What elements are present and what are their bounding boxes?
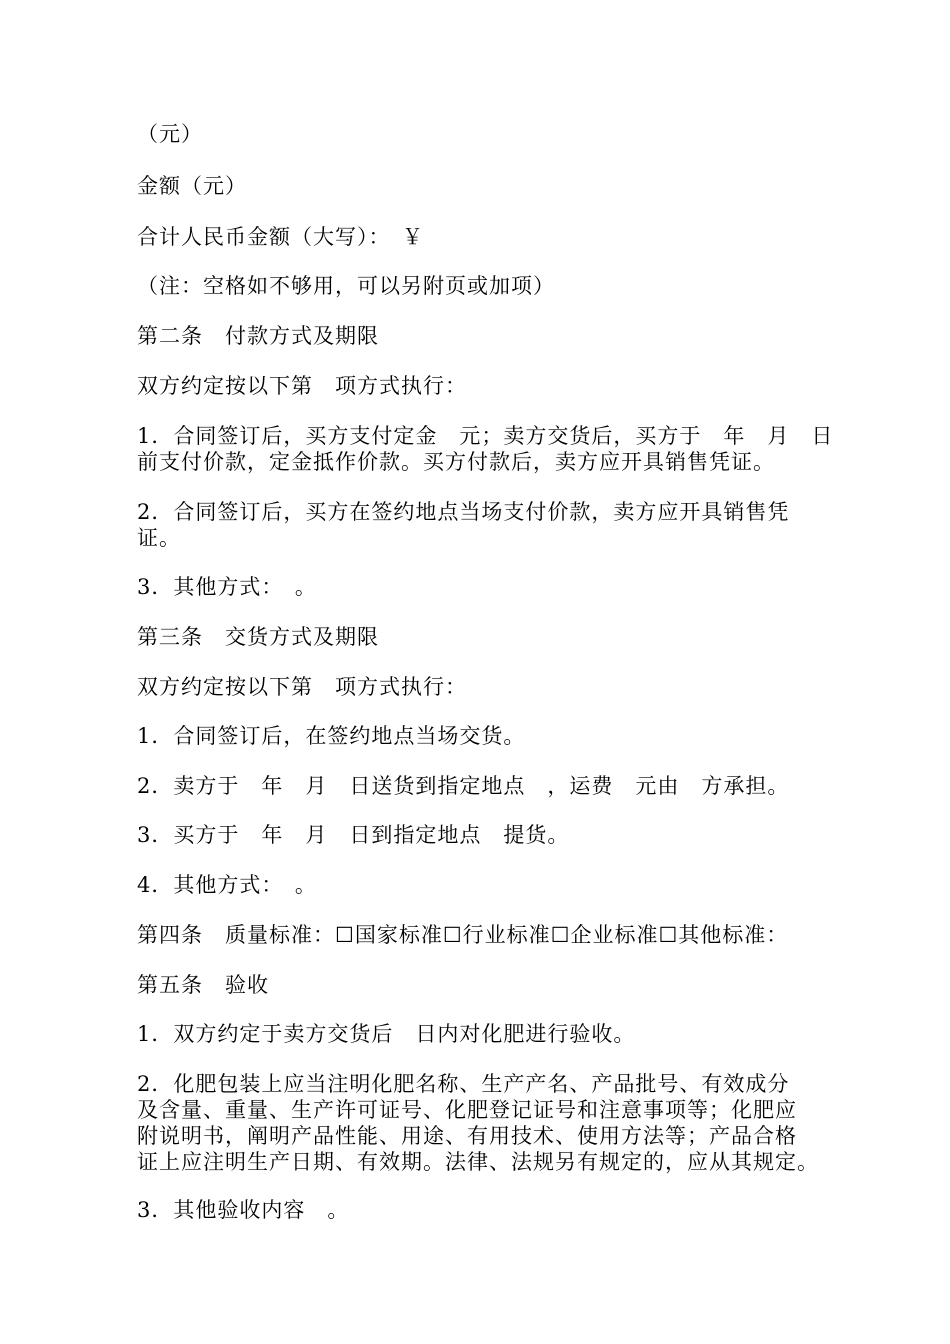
amount-label: 金额（元）	[137, 174, 247, 198]
article-2-heading: 第二条 付款方式及期限	[137, 324, 379, 348]
note-line: （注：空格如不够用，可以另附页或加项）	[137, 274, 555, 298]
article-2-item-2: 2．合同签订后，买方在签约地点当场支付价款，卖方应开具销售凭	[137, 500, 790, 524]
article-4-quality-standard: 第四条 质量标准：☐国家标准☐行业标准☐企业标准☐其他标准：	[137, 923, 789, 947]
article-5-item-2-cont-2: 附说明书，阐明产品性能、用途、有用技术、使用方法等；产品合格	[137, 1124, 797, 1148]
article-2-item-3: 3．其他方式： 。	[137, 575, 317, 599]
article-5-item-3: 3．其他验收内容 。	[137, 1198, 350, 1222]
unit-yuan-label: （元）	[137, 122, 203, 146]
article-2-item-1: 1．合同签订后，买方支付定金 元；卖方交货后，买方于 年 月 日	[137, 424, 834, 448]
article-3-item-4: 4．其他方式： 。	[137, 873, 317, 897]
article-3-intro: 双方约定按以下第 项方式执行：	[137, 675, 467, 699]
article-5-heading: 第五条 验收	[137, 973, 269, 997]
article-2-item-2-cont: 证。	[137, 526, 181, 550]
article-5-item-2: 2．化肥包装上应当注明化肥名称、生产产名、产品批号、有效成分	[137, 1072, 790, 1096]
article-3-item-1: 1．合同签订后，在签约地点当场交货。	[137, 724, 526, 748]
article-5-item-1: 1．双方约定于卖方交货后 日内对化肥进行验收。	[137, 1022, 636, 1046]
article-5-item-2-cont-1: 及含量、重量、生产许可证号、化肥登记证号和注意事项等；化肥应	[137, 1098, 797, 1122]
article-5-item-2-cont-3: 证上应注明生产日期、有效期。法律、法规另有规定的，应从其规定。	[137, 1150, 819, 1174]
article-3-item-3: 3．买方于 年 月 日到指定地点 提货。	[137, 823, 570, 847]
article-3-heading: 第三条 交货方式及期限	[137, 625, 379, 649]
article-3-item-2: 2．卖方于 年 月 日送货到指定地点 ，运费 元由 方承担。	[137, 774, 790, 798]
article-2-item-1-cont: 前支付价款，定金抵作价款。买方付款后，卖方应开具销售凭证。	[137, 450, 775, 474]
total-amount-line: 合计人民币金额（大写）： ￥	[137, 225, 424, 249]
article-2-intro: 双方约定按以下第 项方式执行：	[137, 374, 467, 398]
